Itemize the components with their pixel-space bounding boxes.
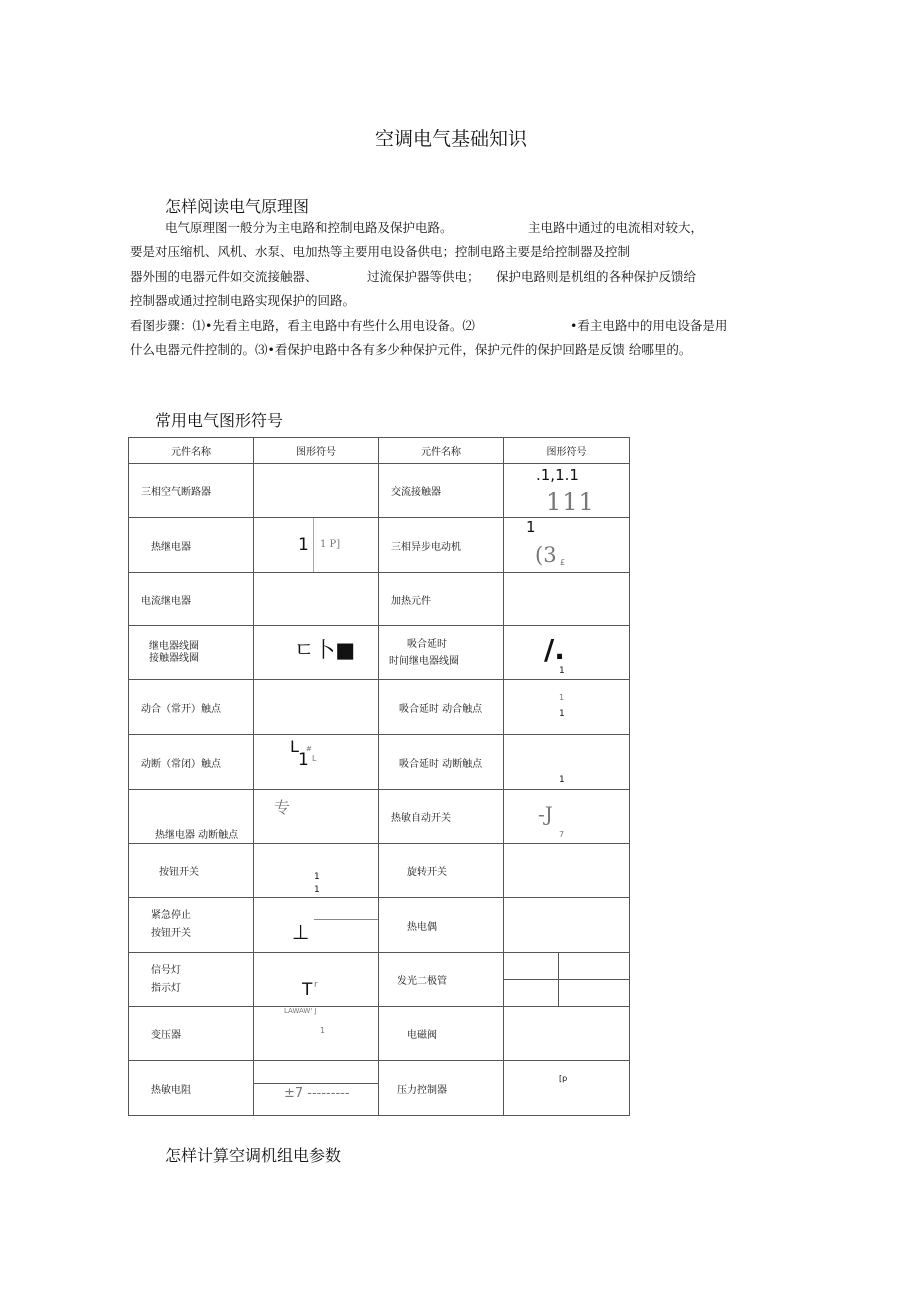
paragraph-line: 过流保护器等供电；: [367, 269, 480, 284]
contactor-symbol-bottom: 111: [546, 488, 595, 516]
symbol-cell: [504, 898, 630, 953]
component-name: 时间继电器线圈: [389, 655, 459, 667]
relay-coil-symbol: ㄷ卜■: [294, 638, 356, 662]
section-heading-symbols: 常用电气图形符号: [155, 411, 284, 430]
component-name: 按钮开关: [129, 844, 254, 898]
paragraph-line: 器外围的电器元件如交流接触器、: [130, 269, 318, 284]
symbol-cell: [504, 844, 630, 898]
paragraph-line: •看主电路中的用电设备是用: [570, 318, 728, 333]
component-name: 热敏自动开关: [379, 790, 504, 844]
transformer-symbol-b: 1: [320, 1026, 326, 1035]
motor-symbol-b: (3: [535, 543, 557, 567]
led-grid-hline: [504, 979, 630, 980]
paragraph-line: 什么电器元件控制的。⑶•看保护电路中各有多少种保护元件，保护元件的保护回路是反馈 给哪里的。: [130, 342, 692, 357]
table-row: [129, 464, 630, 518]
symbol-cell-led: [504, 953, 630, 1007]
symbol-cell-pressure: [504, 1061, 630, 1116]
paragraph-line: 要是对压缩机、风机、水泵、电加热等主要用电设备供电；控制电路主要是给控制器及控制: [130, 244, 631, 259]
thermal-relay-symbol-a: 1: [298, 535, 309, 555]
symbol-cell-button: [254, 844, 379, 898]
table-row: [129, 626, 630, 680]
component-name: 动断（常闭）触点: [129, 735, 254, 790]
component-name: 接触器线圈: [149, 652, 199, 664]
component-name: 热电偶: [379, 898, 504, 953]
motor-symbol-c: £: [560, 558, 566, 567]
component-name: 热继电器: [129, 518, 254, 573]
component-name-cell: [379, 626, 504, 680]
table-row: [129, 953, 630, 1007]
led-grid: [504, 953, 630, 1006]
component-name: 吸合延时: [407, 638, 447, 650]
header-symbol: 图形符号: [254, 438, 379, 464]
nc-symbol-c: 1: [298, 750, 309, 770]
table-row: [129, 518, 630, 573]
symbol-cell: [254, 680, 379, 735]
component-name-cell: [129, 953, 254, 1007]
table-header-row: [129, 438, 630, 464]
lamp-symbol-a: T: [302, 980, 313, 1000]
delay-coil-symbol-a: /.: [544, 633, 565, 666]
symbol-cell: [254, 573, 379, 626]
component-name: 压力控制器: [379, 1061, 504, 1116]
pressure-symbol: [p: [559, 1074, 568, 1083]
nc-symbol-d: L: [312, 754, 317, 763]
symbol-cell-thermal-nc: [254, 790, 379, 844]
symbol-cell-estop: [254, 898, 379, 953]
symbol-cell: [504, 1007, 630, 1061]
component-name: 发光二极管: [379, 953, 504, 1007]
header-component-name: 元件名称: [379, 438, 504, 464]
thermal-nc-symbol: 专: [274, 798, 291, 817]
symbol-cell-lamp: [254, 953, 379, 1007]
thermistor-symbol: ±7 ---------: [284, 1086, 350, 1101]
component-name: 信号灯: [151, 964, 181, 976]
component-name: 变压器: [129, 1007, 254, 1061]
component-name: 三相空气断路器: [129, 464, 254, 518]
page-title: 空调电气基础知识: [374, 128, 527, 150]
component-name: 交流接触器: [379, 464, 504, 518]
component-name: 加热元件: [379, 573, 504, 626]
component-name: 继电器线圈: [149, 640, 199, 652]
button-symbol-a: 1: [314, 872, 320, 882]
component-name: 动合（常开）触点: [129, 680, 254, 735]
delay-no-symbol-a: 1: [559, 693, 565, 702]
paragraph-line: 主电路中通过的电流相对较大，: [528, 220, 704, 235]
motor-symbol-a: 1: [526, 518, 536, 536]
table-row: [129, 1061, 630, 1116]
symbol-cell-transformer: [254, 1007, 379, 1061]
delay-coil-symbol-b: 1: [559, 666, 565, 676]
lamp-symbol-b: r: [314, 980, 318, 990]
estop-line: [314, 919, 378, 920]
table-row: [129, 898, 630, 953]
component-name: 紧急停止: [151, 910, 191, 921]
component-name: 热敏电阻: [129, 1061, 254, 1116]
header-component-name: 元件名称: [129, 438, 254, 464]
component-name: 电磁阀: [379, 1007, 504, 1061]
symbol-cell-thermal-switch: [504, 790, 630, 844]
component-name: 按钮开关: [151, 928, 191, 939]
component-name: 热继电器 动断触点: [129, 790, 254, 844]
symbol-table: [128, 437, 630, 1116]
nc-symbol-b: #: [306, 745, 312, 753]
symbol-cell: [504, 573, 630, 626]
contactor-symbol-top: .1,1.1: [536, 466, 579, 484]
delay-nc-symbol: 1: [559, 775, 565, 785]
component-name: 吸合延时 动合触点: [379, 680, 504, 735]
component-name-cell: [129, 898, 254, 953]
section-heading-calc-params: 怎样计算空调机组电参数: [165, 1146, 342, 1165]
component-name: 指示灯: [151, 982, 181, 994]
button-symbol-b: 1: [314, 885, 320, 895]
thermal-switch-symbol-b: 7: [559, 830, 565, 839]
thermal-relay-symbol-b: 1 P]: [320, 539, 341, 550]
symbol-cell-delay-coil: [504, 626, 630, 680]
symbol-cell-thermal-relay: [254, 518, 379, 573]
paragraph-line: 保护电路则是机组的各种保护反馈给: [496, 269, 697, 284]
symbol-cell-contactor: [504, 464, 630, 518]
thermistor-line: [254, 1083, 379, 1084]
transformer-symbol-a: LAWAW' J: [284, 1007, 317, 1015]
thermal-switch-symbol-a: -J: [538, 802, 553, 826]
table-row: [129, 573, 630, 626]
table-row: [129, 735, 630, 790]
symbol-cell-motor: [504, 518, 630, 573]
table-row: [129, 680, 630, 735]
component-name: 旋转开关: [379, 844, 504, 898]
paragraph-line: 电气原理图一般分为主电路和控制电路及保护电路。: [165, 220, 453, 235]
nc-symbol-a: L: [290, 737, 299, 756]
table-row: [129, 844, 630, 898]
table-row: [129, 790, 630, 844]
table-row: [129, 1007, 630, 1061]
symbol-cell-thermistor: [254, 1061, 379, 1116]
paragraph-line: 控制器或通过控制电路实现保护的回路。: [130, 293, 356, 308]
symbol-divider-line: [313, 518, 314, 572]
delay-no-symbol-b: 1: [559, 709, 565, 719]
section-heading-read-diagram: 怎样阅读电气原理图: [165, 197, 310, 216]
symbol-cell-delay-nc: [504, 735, 630, 790]
component-name: 吸合延时 动断触点: [379, 735, 504, 790]
symbol-cell-delay-no: [504, 680, 630, 735]
component-name-cell: [129, 626, 254, 680]
symbol-cell-relay-coil: [254, 626, 379, 680]
symbol-cell-nc-contact: [254, 735, 379, 790]
paragraph-line: 看图步骤：⑴•先看主电路，看主电路中有些什么用电设备。⑵: [130, 318, 475, 333]
component-name: 三相异步电动机: [379, 518, 504, 573]
component-name: 电流继电器: [129, 573, 254, 626]
header-symbol: 图形符号: [504, 438, 630, 464]
estop-symbol: ⊥: [292, 920, 310, 944]
symbol-cell: [254, 464, 379, 518]
